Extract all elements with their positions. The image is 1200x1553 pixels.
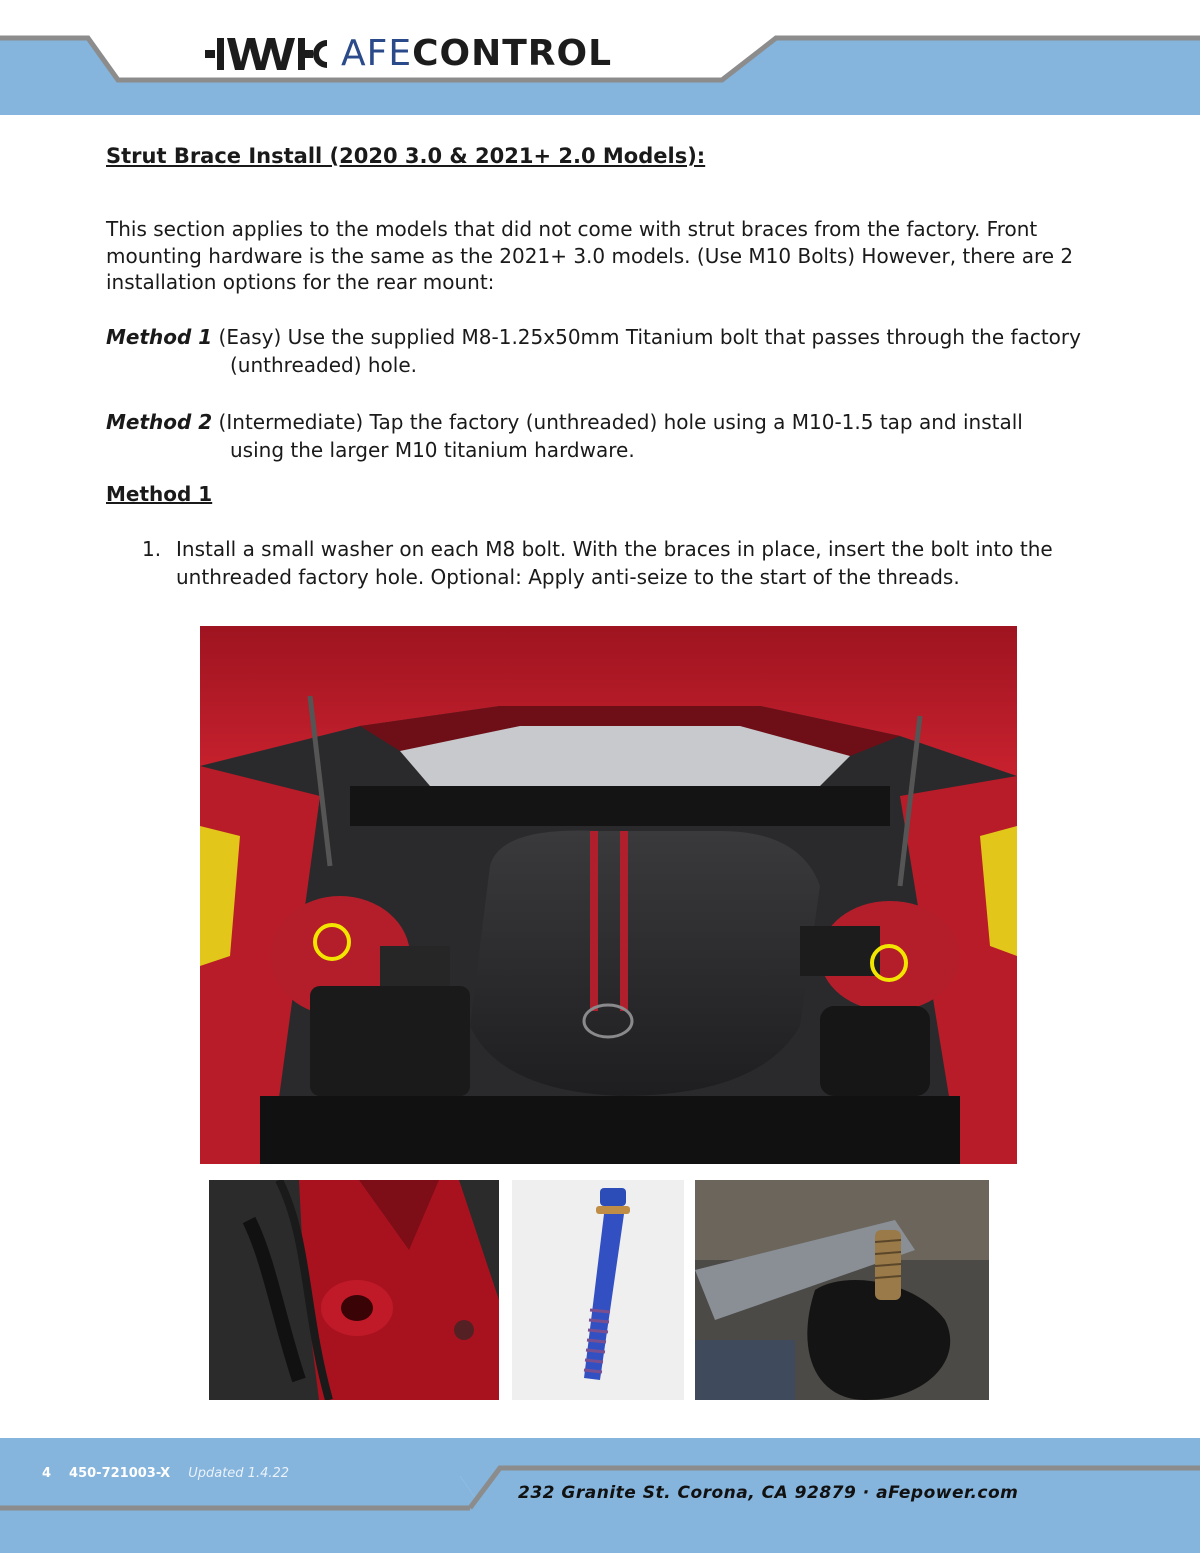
afe-control-logo-icon <box>205 34 327 74</box>
section-title: Strut Brace Install (2020 3.0 & 2021+ 2.0 Models): <box>106 144 706 168</box>
brand-name-afe: AFE <box>341 33 413 74</box>
method-1-subheading: Method 1 <box>106 482 213 506</box>
method-2-paragraph <box>106 408 1096 464</box>
step-text: Install a small washer on each M8 bolt. With the braces in place, insert the bolt into the unthreaded factory hole. Optional: Apply anti-seize to the start of the threads. <box>176 537 1053 589</box>
method-2-text-line2: using the larger M10 titanium hardware. <box>230 438 635 462</box>
method-2-text-line1: (Intermediate) Tap the factory (unthreaded) hole using a M10-1.5 tap and install <box>212 410 1023 434</box>
part-number: 450-721003-X <box>69 1466 171 1481</box>
step-list-item <box>142 535 1092 591</box>
method-1-text-line2: (unthreaded) hole. <box>230 353 418 377</box>
method-1-label: Method 1 <box>106 325 213 349</box>
footer-document-info <box>42 1466 289 1481</box>
method-1-paragraph <box>106 323 1096 379</box>
brand-name-control: CONTROL <box>412 33 613 74</box>
page-number: 4 <box>42 1466 52 1481</box>
intro-paragraph: This section applies to the models that did not come with strut braces from the factory. Front mounting hardware is the same as the 2021+ 3.0 models. (Use M10 Bolts) However, there are 2 installation options for the rear mount: <box>106 217 1074 294</box>
anti-seize-application-photo <box>695 1180 989 1400</box>
engine-bay-photo <box>200 626 1017 1164</box>
updated-date: Updated 1.4.22 <box>188 1466 290 1481</box>
titanium-bolt-photo <box>512 1180 684 1400</box>
footer-address: 232 Granite St. Corona, CA 92879 · aFepower.com <box>518 1483 1019 1503</box>
step-number: 1. <box>142 537 162 561</box>
method-1-text-line1: (Easy) Use the supplied M8-1.25x50mm Titanium bolt that passes through the factory <box>212 325 1081 349</box>
strut-tower-hole-closeup-photo <box>209 1180 499 1400</box>
method-2-label: Method 2 <box>106 410 213 434</box>
brand-logo <box>205 30 612 78</box>
